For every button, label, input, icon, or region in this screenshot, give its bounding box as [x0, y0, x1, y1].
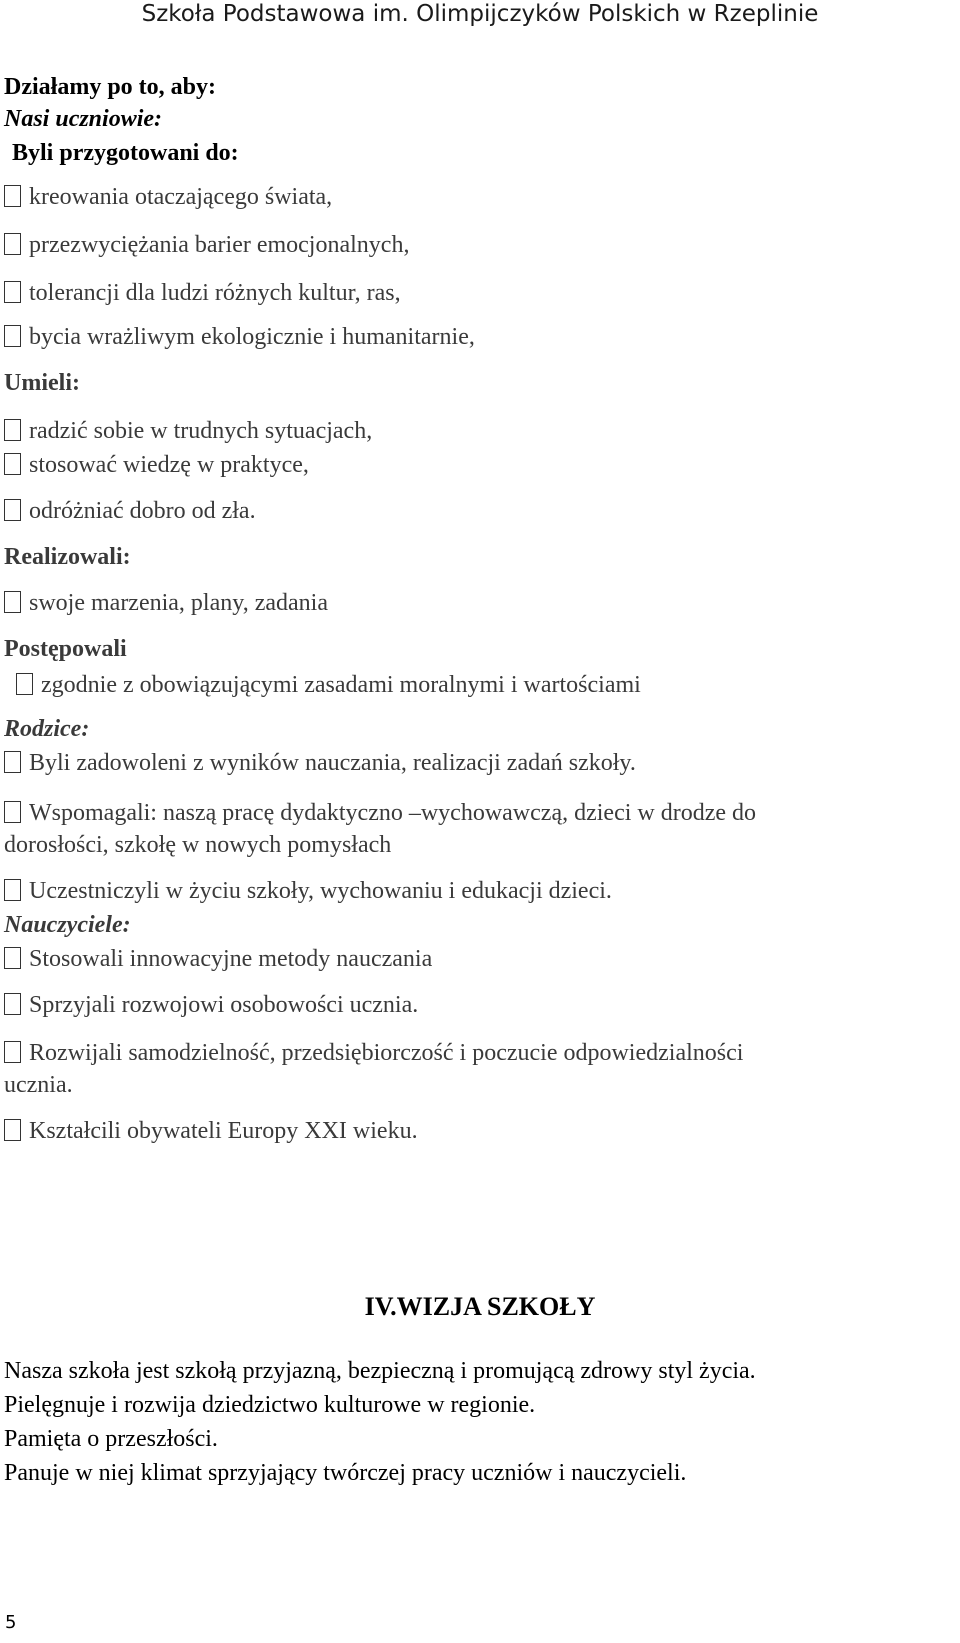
checkbox-icon — [4, 591, 21, 613]
vision-line: Pamięta o przeszłości. — [4, 1426, 218, 1452]
checkbox-icon — [4, 801, 21, 823]
checkbox-icon — [4, 233, 21, 255]
checkbox-icon — [4, 1041, 21, 1063]
parents-heading: Rodzice: — [4, 716, 90, 742]
list-item: zgodnie z obowiązującymi zasadami moralnymi i wartościami — [16, 670, 641, 700]
checkbox-icon — [4, 325, 21, 347]
vision-line: Panuje w niej klimat sprzyjający twórczej pracy uczniów i nauczycieli. — [4, 1460, 687, 1486]
intro-heading: Działamy po to, aby: — [4, 74, 216, 100]
checkbox-icon — [4, 281, 21, 303]
checkbox-icon — [4, 751, 21, 773]
page-header: Szkoła Podstawowa im. Olimpijczyków Polskich w Rzeplinie — [141, 1, 819, 27]
checkbox-icon — [4, 947, 21, 969]
list-item: tolerancji dla ludzi różnych kultur, ras, — [4, 278, 401, 308]
vision-line: Pielęgnuje i rozwija dziedzictwo kulturowe w regionie. — [4, 1392, 536, 1418]
checkbox-icon — [4, 993, 21, 1015]
page-number: 5 — [5, 1612, 17, 1633]
list-item: odróżniać dobro od zła. — [4, 496, 256, 526]
list-item: Byli zadowoleni z wyników nauczania, realizacji zadań szkoły. — [4, 748, 636, 778]
prepared-heading: Byli przygotowani do: — [12, 140, 239, 166]
checkbox-icon — [4, 879, 21, 901]
list-item: Stosowali innowacyjne metody nauczania — [4, 944, 432, 974]
able-heading: Umieli: — [4, 370, 80, 396]
students-heading: Nasi uczniowie: — [4, 106, 163, 132]
list-item-continuation: dorosłości, szkołę w nowych pomysłach — [4, 832, 392, 858]
checkbox-icon — [4, 185, 21, 207]
section-title: IV.WIZJA SZKOŁY — [364, 1292, 596, 1321]
list-item: stosować wiedzę w praktyce, — [4, 450, 309, 480]
vision-line: Nasza szkoła jest szkołą przyjazną, bezpieczną i promującą zdrowy styl życia. — [4, 1358, 756, 1384]
list-item-continuation: ucznia. — [4, 1072, 73, 1098]
checkbox-icon — [4, 1119, 21, 1141]
acted-heading: Postępowali — [4, 636, 127, 662]
checkbox-icon — [4, 419, 21, 441]
list-item: swoje marzenia, plany, zadania — [4, 588, 328, 618]
list-item: Uczestniczyli w życiu szkoły, wychowaniu i edukacji dzieci. — [4, 876, 612, 906]
realized-heading: Realizowali: — [4, 544, 131, 570]
list-item: radzić sobie w trudnych sytuacjach, — [4, 416, 372, 446]
list-item: bycia wrażliwym ekologicznie i humanitarnie, — [4, 322, 475, 352]
checkbox-icon — [4, 453, 21, 475]
checkbox-icon — [16, 673, 33, 695]
list-item: Sprzyjali rozwojowi osobowości ucznia. — [4, 990, 418, 1020]
list-item: kreowania otaczającego świata, — [4, 182, 332, 212]
teachers-heading: Nauczyciele: — [4, 912, 131, 938]
list-item: Rozwijali samodzielność, przedsiębiorczość i poczucie odpowiedzialności — [4, 1038, 743, 1068]
list-item: Kształcili obywateli Europy XXI wieku. — [4, 1116, 418, 1146]
checkbox-icon — [4, 499, 21, 521]
list-item: przezwyciężania barier emocjonalnych, — [4, 230, 409, 260]
list-item: Wspomagali: naszą pracę dydaktyczno –wychowawczą, dzieci w drodze do — [4, 798, 756, 828]
